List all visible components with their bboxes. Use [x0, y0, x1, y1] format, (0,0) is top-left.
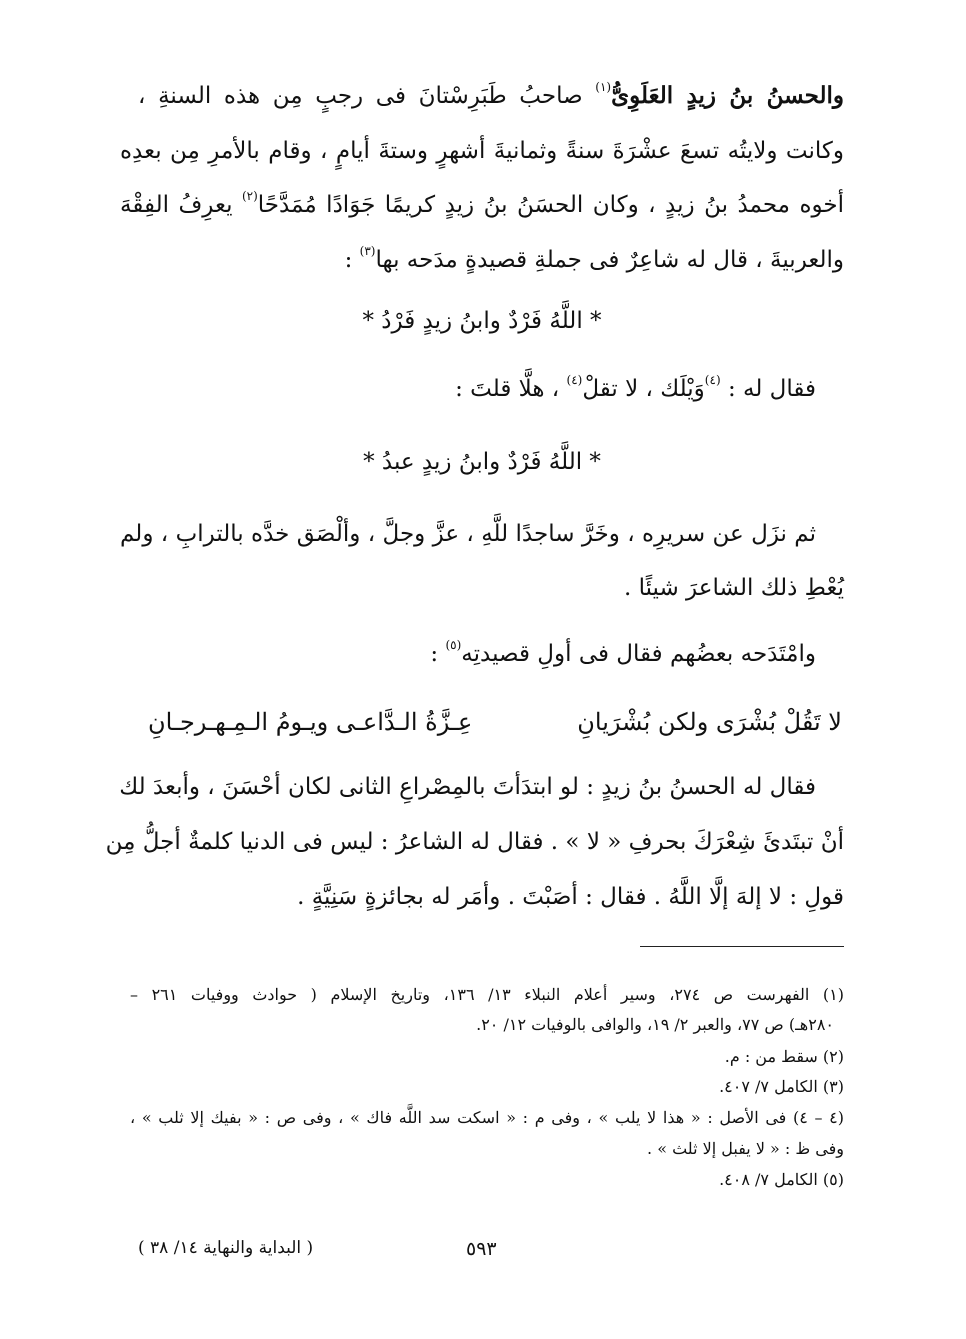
footnote-2: (٢) سقط من : م. — [724, 1047, 844, 1066]
reply-line — [120, 369, 816, 409]
poem-first-hemistich: لا تَقُلْ بُشْرَى ولكن بُشْرَيانِ — [577, 708, 842, 736]
paragraph1-line4 — [120, 240, 844, 280]
heading-name: والحسنُ بنُ زيدٍ العَلَوِىُّ — [611, 82, 844, 109]
footnote-1-line1: (١) الفهرست ص ٢٧٤، وسير أعلام النبلاء ١٣/ ١٣٦، وتاريخ الإسلام ( حوادث ووفيات ٢٦١ – — [130, 985, 844, 1004]
paragraph3-text-a: وامْتَدَحه بعضُهم فقال فى أولِ قصيدتِه — [461, 641, 816, 667]
reply-text-a: فقال له : — [727, 376, 816, 402]
paragraph1-line1-text: صاحبُ طَبَرِسْتانَ فى رجبٍ مِن هذه السنةِ ، — [138, 83, 583, 109]
paragraph4-line3: قولِ : لا إلهَ إلَّا اللَّهُ . فقال : أصَبْتَ . وأمَر له بجائزةٍ سَنِيَّةٍ . — [297, 884, 844, 910]
verse1: * اللَّهُ فَرْدٌ وابنُ زيدٍ فَرْدُ * — [362, 308, 602, 334]
poem-second-hemistich: عِـزَّةُ الـدَّاعـى ويـومُ الـمِـهـرجـانِ — [148, 708, 473, 736]
footnote-5: (٥) الكامل ٧/ ٤٠٨. — [719, 1170, 844, 1189]
reply-text-c: ، هلَّا قلتَ : — [455, 376, 560, 402]
footnote-marker-1: (١) — [595, 80, 612, 94]
footnote-3: (٣) الكامل ٧/ ٤٠٧. — [719, 1077, 844, 1096]
poem-verse — [148, 702, 842, 742]
paragraph4-line1: فقال له الحسنُ بنُ زيدٍ : لو ابتدَأتَ بالمِصْراعِ الثانى لكان أحْسَنَ ، وأبعدَ لك — [119, 774, 816, 800]
page-number: ٥٩٣ — [466, 1238, 497, 1260]
reply-text-b: وَيْلَك ، لا تقلْ — [582, 376, 705, 402]
paragraph2-line1: ثم نزَل عن سريرِه ، وخَرَّ ساجدًا للَّهِ ، عزَّ وجلَّ ، وألْصَق خدَّه بالترابِ ، ولم — [120, 521, 816, 547]
footnote-marker-4-open: (٤) — [704, 373, 721, 387]
paragraph3-line — [120, 634, 816, 674]
footnote-separator — [640, 946, 844, 947]
paragraph1-line3-text-a: أخوه محمدُ بنُ زيدٍ ، وكان الحسَنُ بنُ زيدٍ كريمًا جَوَادًا مُمَدَّحًا — [257, 192, 845, 218]
verse2: * اللَّهُ فَرْدٌ وابنُ زيدٍ عبدُ * — [363, 449, 601, 475]
footnote-marker-2: (٢) — [241, 189, 258, 203]
paragraph1-line2: وكانت ولايتُه تسعَ عشْرَةَ سنةً وثمانيةَ أشهرٍ وستةَ أيامٍ ، وقام بالأمرِ مِن بعدِه — [120, 138, 844, 164]
volume-reference: ( البداية والنهاية ١٤/ ٣٨ ) — [138, 1238, 314, 1258]
paragraph2-line2: يُعْطِ ذلك الشاعرَ شيئًا . — [623, 575, 844, 601]
paragraph1-line1 — [138, 76, 844, 116]
footnote-marker-5: (٥) — [445, 638, 462, 652]
paragraph1-line3-text-b: يعرِفُ الفِقْهَ — [120, 192, 233, 218]
paragraph1-line3 — [120, 185, 844, 225]
footnote-marker-3: (٣) — [359, 244, 376, 258]
paragraph3-colon: : — [430, 641, 439, 667]
footnote-marker-4-close: (٤) — [566, 373, 583, 387]
paragraph1-line4-colon: : — [344, 247, 353, 273]
footnote-1-line2: ٢٨٠هـ) ص ٧٧، والعبر ٢/ ١٩، والوافى بالوفيات ١٢/ ٢٠. — [476, 1015, 834, 1034]
paragraph4-line2: أنْ تبتَدئَ شِعْرَكَ بحرفِ « لا » . فقال له الشاعرُ : ليس فى الدنيا كلمةٌ أجلُّ مِن — [105, 829, 844, 855]
paragraph1-line4-text-a: والعربيةَ ، قال له شاعِرٌ فى جملةِ قصيدةٍ مدَحه بها — [375, 247, 844, 273]
footnote-4-line2: وفى ظ : « لا يفبل إلا ثلث » . — [647, 1139, 844, 1158]
footnote-4-line1: (٤ – ٤) فى الأصل : « هذا لا يلب » ، وفى م : « اسكت سد اللَّه فاك » ، وفى ص : « بفيك إلا ثلب » ، — [130, 1108, 845, 1127]
